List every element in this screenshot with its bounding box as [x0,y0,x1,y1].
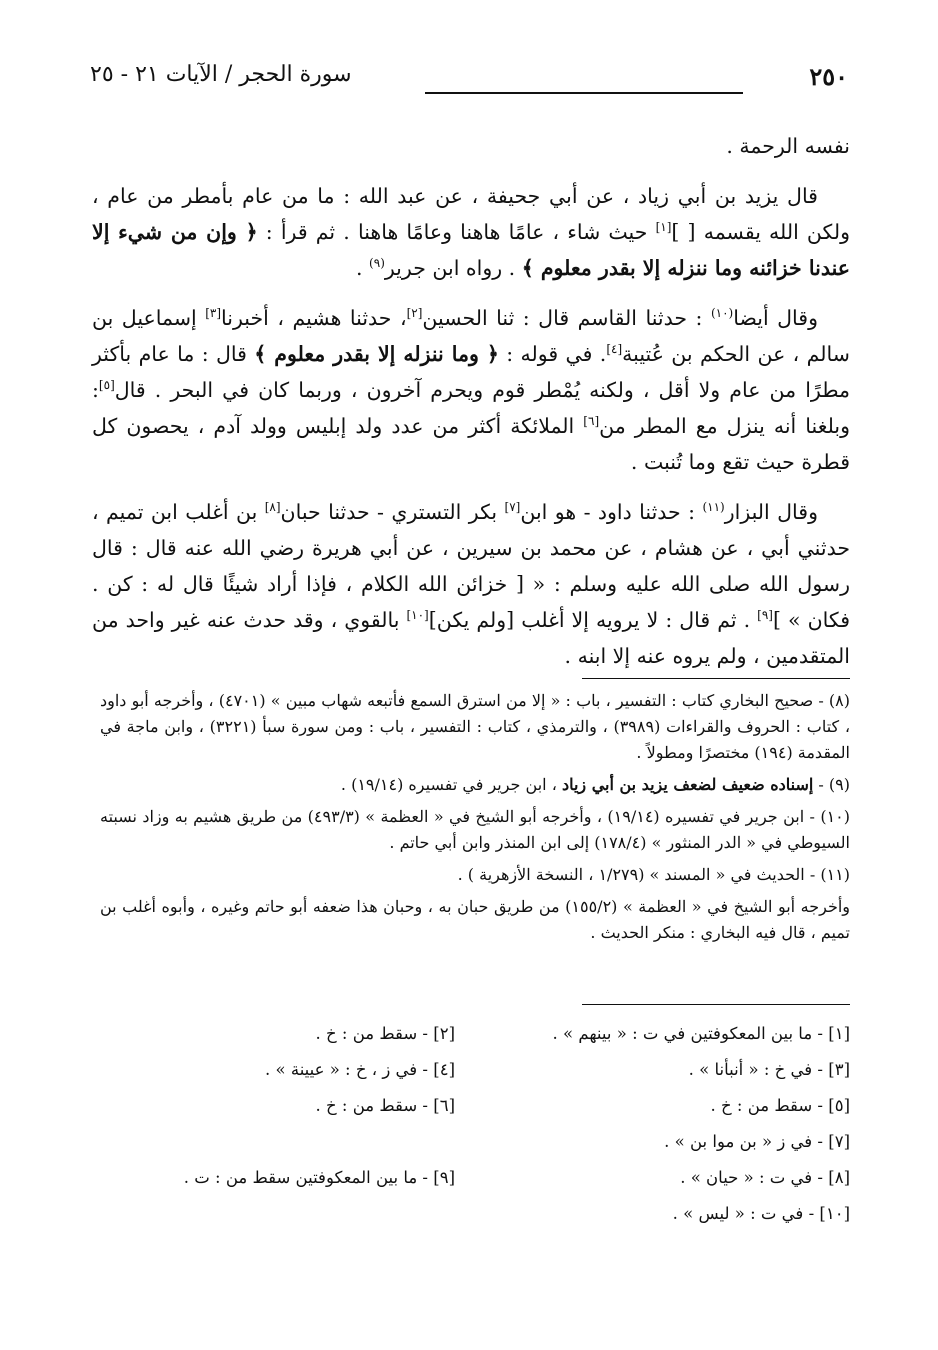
text-run: . ثم قال : لا يرويه إلا أغلب [ولم يكن] [428,608,758,632]
variant-ref: [٧] [504,500,521,515]
text-run: ، حدثنا هشيم ، أخبرنا [221,306,407,330]
variant-ref: [٨] [264,500,281,515]
variant-note: [٤] - في ز ، خ : « عيينة » . [265,1060,455,1079]
variant-note: [٩] - ما بين المعكوفتين سقط من : ت . [183,1168,455,1187]
quran-verse: ﴿ وإن من شيء إلا عندنا خزائنه وما ننزله إلا بقدر معلوم ﴾ [92,220,850,280]
footnote-emphasis: إسناده ضعيف لضعف يزيد بن أبي زياد [561,775,814,794]
variant-ref: [١٠] [406,608,429,623]
paragraph-1: نفسه الرحمة . [726,134,850,158]
footnote-ref: (١١) [702,500,725,515]
text-run: : حدثنا داود - هو ابن [520,500,703,524]
variant-note-empty [100,1130,455,1154]
text-run: بالقوي ، وقد حدث عنه غير واحد من المتقدمين ، ولم يروه عنه إلا ابنه . [92,608,850,668]
text-run: . رواه ابن جرير [384,256,522,280]
variant-ref: [٩] [757,608,773,623]
text-run: وقال البزار [724,500,818,524]
paragraph-4 [92,494,850,674]
text-run: : حدثنا القاسم قال : ثنا الحسين [422,306,711,330]
variants-separator [582,1004,850,1005]
variant-note: [١] - ما بين المعكوفتين في ت : « بينهم » . [552,1024,850,1043]
footnote-separator [582,678,850,679]
text-run: بن أغلب ابن تميم ، حدثني أبي ، عن هشام ، عن محمد بن سيرين ، عن أبي هريرة رضي الله عنه قال : قال رسول الله صلى الله عليه وسلم : « [ خزائن الله الكلام ، فإذا أراد شيئًا قال له : كن . فكان » ] [92,500,850,632]
footnote-ref: (٩) [369,256,385,271]
variant-ref: [٦] [583,414,600,429]
variant-note: [٦] - سقط من : خ . [315,1096,455,1115]
text-run: قال : ما عام بأكثر مطرًا من عام ولا أقل ، ولكنه يُمْطر قوم ويحرم آخرون ، وربما كان في البحر . قال [92,342,850,402]
variant-ref: [٣] [205,306,222,321]
footnote-9 [100,772,850,798]
footnote-10: (١٠) - ابن جرير في تفسيره (١٩/١٤) ، وأخرجه أبو الشيخ في « العظمة » (٤٩٣/٣) من طريق هشيم به وزاد نسبته السيوطي في « الدر المنثور » (١٧٨/٤) إلى ابن المنذر وابن أبي حاتم . [100,807,851,852]
variant-note: [٢] - سقط من : خ . [315,1024,455,1043]
text-run: إسماعيل بن سالم ، عن الحكم بن عُتيبة [92,306,850,366]
text-run: وقال أيضا [733,306,818,330]
text-run: : وبلغنا أنه ينزل مع المطر من [92,378,850,438]
variant-note: [٥] - سقط من : خ . [710,1096,850,1115]
text-run: حيث شاء ، عامًا هاهنا وعامًا هاهنا . ثم قرأ : [257,220,656,244]
footnotes [100,688,850,952]
text-run: . [356,256,370,280]
paragraph-3 [92,300,850,480]
quran-verse: ﴿ وما ننزله إلا بقدر معلوم ﴾ [254,342,499,366]
manuscript-variants [100,1022,850,1226]
variant-ref: [٢] [406,306,423,321]
text-run: بكر التستري - حدثنا حبان [280,500,505,524]
footnote-text: ، ابن جرير في تفسيره (١٩/١٤) . [340,775,562,794]
variant-note: [٨] - في ت : « حيان » . [680,1168,850,1187]
text-run: قال يزيد بن أبي زياد ، عن أبي جحيفة ، عن عبد الله : ما من عام بأمطر من عام ، ولكن الله يقسمه [ ] [92,184,850,244]
variants-grid [100,1022,850,1226]
variant-note: [٣] - في خ : « أنبأنا » . [688,1060,850,1079]
variant-note: [٧] - في ز « بن موا بن » . [664,1132,850,1151]
footnote-8: (٨) - صحيح البخاري كتاب : التفسير ، باب : « إلا من استرق السمع فأتبعه شهاب مبين » (٤٧٠١) ، وأخرجه أبو داود ، كتاب : الحروف والقراءات (٣٩٨٩) ، والترمذي ، كتاب : التفسير ، باب : ومن سورة سبأ (٣٢٢١) ، وابن ماجة في المقدمة (١٩٤) مختصرًا ومطولاً . [100,691,851,762]
header-rule [425,92,743,94]
running-header [90,62,848,102]
variant-ref: [٥] [98,378,115,393]
footnote-number: (٩) - [813,775,850,794]
chapter-title: سورة الحجر / الآيات ٢١ - ٢٥ [90,62,352,87]
footnote-11-continued: وأخرجه أبو الشيخ في « العظمة » (١٥٥/٢) من طريق حبان به ، وحبان هذا ضعفه أبو حاتم وغيره ، وأبوه أغلب بن تميم ، قال فيه البخاري : منكر الحديث . [100,897,851,942]
paragraph-2 [92,178,850,286]
text-run: الملائكة أكثر من عدد ولد إبليس وولد آدم ، يحصون كل قطرة حيث تقع وما تُنبت . [92,414,850,474]
footnote-11: (١١) - الحديث في « المسند » (١/٢٧٩ ، النسخة الأزهرية ) . [457,865,850,884]
variant-ref: [١] [655,220,672,235]
variant-note: [١٠] - في ت : « ليس » . [672,1204,850,1223]
page-number: ٢٥٠ [809,62,848,91]
variant-ref: [٤] [606,342,623,357]
footnote-ref: (١٠) [710,306,734,321]
text-run: . في قوله : [498,342,607,366]
main-text [92,128,850,688]
